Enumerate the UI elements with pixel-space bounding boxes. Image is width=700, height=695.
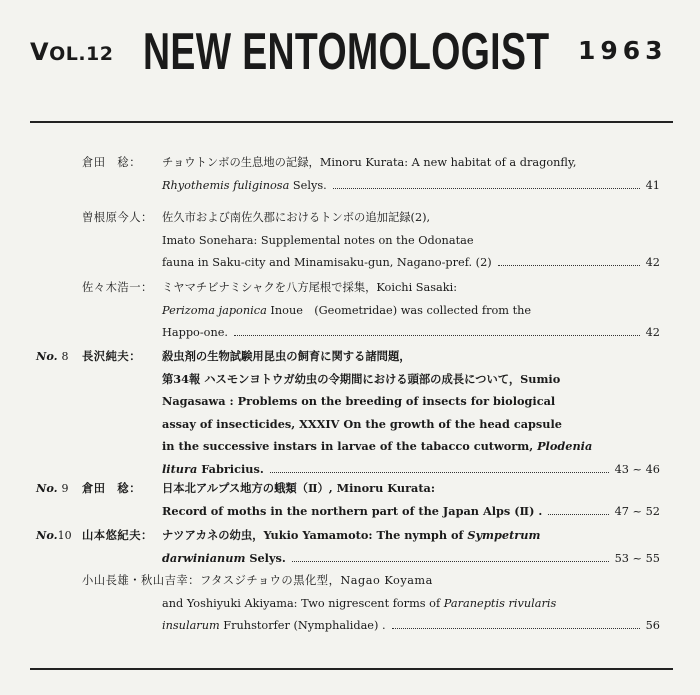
leader-dots [234, 335, 640, 336]
toc-entry: No.10 山本悠紀夫： ナツアカネの幼虫，Yukio Yamamoto: The nymph of Sympetrum darwinianum Selys. 53 ~ 55 [30, 524, 660, 569]
entry-text: チョウトンボの生息地の記録，Minoru Kurata: A new habitat of a dragonfly, [162, 156, 577, 169]
leader-dots [292, 561, 609, 562]
species-name: Plodenia [537, 439, 593, 453]
toc-entry [30, 477, 660, 522]
entry-text: Imato Sonehara: Supplemental notes on the Odonatae [162, 233, 474, 247]
toc-entry [30, 207, 660, 275]
page-number: 56 [645, 619, 660, 632]
toc-entry: 小山長雄・秋山吉幸：フタスジチョウの黒化型，Nagao Koyama and Yoshiyuki Akiyama: Two nigrescent forms of Paraneptis rivularis insularum Fruhstorfer (Nymphalidae) . 56 [30, 570, 660, 638]
species-name: darwinianum [162, 550, 246, 565]
species-name: insularum [162, 619, 220, 632]
species-name: Perizoma japonica [162, 303, 267, 317]
author: 佐々木浩一： [82, 281, 153, 294]
author: 小山長雄・秋山吉幸：フタスジチョウの黒化型，Nagao Koyama [82, 574, 433, 587]
journal-header [0, 20, 700, 90]
toc-entry: 佐々木浩一： ミヤマチビナミシャクを八方尾根で採集，Koichi Sasaki: Perizoma japonica Inoue (Geometridae) was collected from the Happo-one. 42 [30, 277, 660, 345]
species-name: Rhyothemis fuliginosa [162, 178, 290, 192]
leader-dots [270, 472, 609, 473]
leader-dots [392, 628, 640, 629]
author: 倉田 稔： [82, 481, 141, 495]
author: 山本悠紀夫： [82, 528, 153, 542]
leader-dots [333, 188, 640, 189]
page-number: 53 ~ 55 [614, 551, 660, 565]
author: 長沢純夫： [82, 349, 141, 363]
leader-dots [548, 514, 608, 515]
top-rule [30, 121, 673, 123]
page-number: 41 [645, 178, 660, 192]
issue-number: No.10 [36, 528, 72, 542]
page-number: 42 [645, 326, 660, 339]
toc-entry: 倉田 稔： チョウトンボの生息地の記録，Minoru Kurata: A new habitat of a dragonfly, Rhyothemis fuliginosa Selys. 41 [30, 152, 660, 197]
entry-text: fauna in Saku-city and Minamisaku-gun, Nagano-pref. (2) [162, 256, 492, 269]
entry-text: Nagasawa : Problems on the breeding of insects for biological [162, 394, 556, 408]
page-number: 42 [645, 256, 660, 269]
entry-text: 殺虫剤の生物試験用昆虫の飼育に関する諸問題， [162, 349, 411, 363]
journal-title: NEW ENTOMOLOGIST [143, 23, 550, 81]
species-name: Paraneptis rivularis [443, 596, 557, 610]
year-label: 1963 [578, 36, 668, 65]
issue-number: No. 9 [36, 481, 69, 495]
entry-text: assay of insecticides, XXXIV On the growth of the head capsule [162, 416, 562, 431]
volume-label: VOL.12 [30, 38, 114, 66]
page-number: 47 ~ 52 [614, 504, 660, 518]
species-name: litura [162, 461, 198, 476]
entry-text: Happo-one. [162, 326, 229, 339]
bottom-rule [30, 668, 673, 670]
leader-dots [498, 265, 640, 266]
toc-entry: No. 8 長沢純夫： 殺虫剤の生物試験用昆虫の飼育に関する諸問題， 第34報 ハスモンヨトウガ幼虫の令期間における頭部の成長について，Sumio Nagasawa : Problems on the breeding of insects for biological assay of insecticides, XXXIV On the growth of the head capsule in the successive instars in larvae of the tabacco cutworm, Plodenia litura Fabricius. 43 ~ 46 [30, 345, 660, 480]
entry-text: 第34報 ハスモンヨトウガ幼虫の令期間における頭部の成長について，Sumio [162, 371, 561, 386]
author: 倉田 稔： [82, 156, 141, 169]
issue-number: No. 8 [36, 349, 69, 363]
species-name: Sympetrum [467, 528, 541, 542]
entry-text: 佐久市および南佐久郡におけるトンボの追加記録(2), [162, 211, 431, 224]
entry-text: 日本北アルプス地方の蛾類（Ⅱ）, Minoru Kurata: [162, 481, 436, 495]
entry-text: Record of moths in the northern part of the Japan Alps (Ⅱ) . [162, 503, 543, 518]
entry-text: ミヤマチビナミシャクを八方尾根で採集，Koichi Sasaki: [162, 281, 458, 294]
page-number: 43 ~ 46 [614, 462, 660, 476]
author: 曽根原今人： [82, 211, 153, 224]
